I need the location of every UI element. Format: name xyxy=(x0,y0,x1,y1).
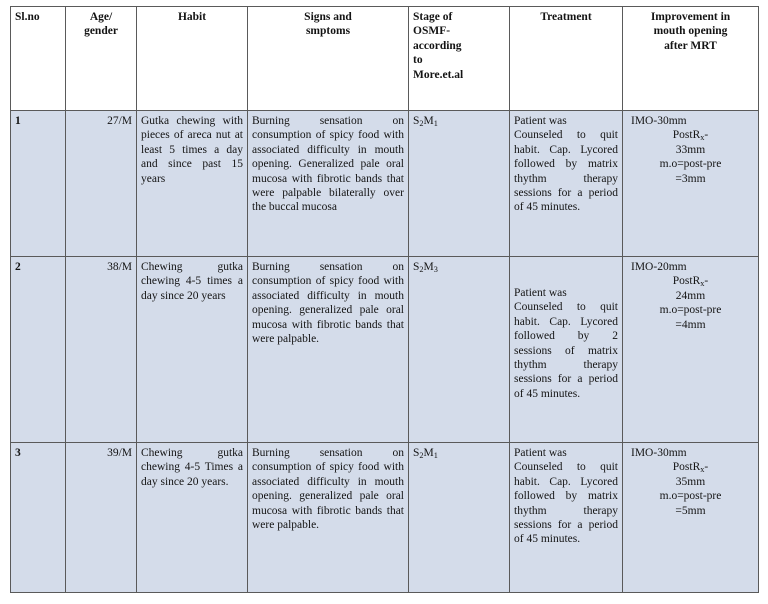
stage-s: S xyxy=(413,447,420,459)
column-header-slno-text: Sl.no xyxy=(15,11,40,23)
column-header-age-line2: gender xyxy=(84,25,118,38)
treatment-lead-text: Patient was xyxy=(514,447,567,459)
cell-signs-text: Burning sensation on consumption of spicy food with associated difficulty in mouth opening. generalized pale oral mucosa with fibrotic bands that were palpable. xyxy=(252,447,404,531)
cell-habit-text: Gutka chewing with pieces of areca nut at least 5 times a day and since past 15 years xyxy=(141,115,243,185)
stage-m: M xyxy=(423,447,434,459)
cell-age-gender: 39/M xyxy=(66,443,137,593)
patient-case-table xyxy=(10,6,759,593)
cell-age-gender: 27/M xyxy=(66,111,137,257)
treatment-lead-text: Patient was xyxy=(514,287,567,299)
treatment-body-text: Counseled to quit habit. Cap. Lycored followed by 2 sessions of matrix thythm therapy sessions for a period of 45 minutes. xyxy=(514,301,618,400)
improvement-postrx xyxy=(673,275,708,287)
stage-code xyxy=(413,115,438,127)
column-header-habit-text: Habit xyxy=(177,11,207,23)
improvement-diff: =5mm xyxy=(675,504,706,517)
column-header-stage-line1: Stage of xyxy=(413,11,453,23)
postrx-label: PostR xyxy=(672,129,701,142)
column-header-stage-line4: to xyxy=(413,54,423,67)
treatment-body-text: Counseled to quit habit. Cap. Lycored followed by matrix thythm therapy sessions for a period of 45 minutes. xyxy=(514,129,618,214)
cell-treatment xyxy=(510,257,623,443)
stage-code xyxy=(413,261,438,273)
cell-treatment xyxy=(510,111,623,257)
column-header-improvement-line1: Improvement in xyxy=(650,11,731,23)
postrx-sub: x xyxy=(700,133,705,143)
stage-m-sub: 1 xyxy=(433,450,438,460)
stage-m-sub: 3 xyxy=(433,264,438,274)
column-header-stage-osmf xyxy=(409,7,510,111)
treatment-lead-text: Patient was xyxy=(514,115,567,127)
cell-slno: 1 xyxy=(11,111,66,257)
column-header-signs-line1: Signs and xyxy=(304,11,352,23)
improvement-imo: IMO-30mm xyxy=(631,447,687,459)
column-header-slno xyxy=(11,7,66,111)
improvement-post-value: 24mm xyxy=(675,289,706,302)
cell-signs-text: Burning sensation on consumption of spicy food with associated difficulty in mouth opening. Generalized pale oral mucosa with fibrotic bands that were palpable bilaterally over the buccal mucosa xyxy=(252,115,404,214)
cell-improvement xyxy=(623,443,759,593)
cell-signs-symptoms xyxy=(248,257,409,443)
column-header-age-line1: Age/ xyxy=(89,11,113,23)
postrx-label: PostR xyxy=(672,275,701,288)
column-header-stage-line5: More.et.al xyxy=(413,68,464,81)
improvement-diff: =3mm xyxy=(675,172,706,185)
improvement-mo-line: m.o=post-pre xyxy=(659,490,722,503)
improvement-mo-line: m.o=post-pre xyxy=(659,158,722,171)
cell-habit xyxy=(137,257,248,443)
stage-code xyxy=(413,447,438,459)
postrx-dash: - xyxy=(704,275,709,288)
cell-signs-symptoms xyxy=(248,111,409,257)
improvement-postrx xyxy=(673,129,708,141)
cell-habit-text: Chewing gutka chewing 4-5 Times a day since 20 years. xyxy=(141,447,243,488)
table-row xyxy=(11,257,759,443)
improvement-diff: =4mm xyxy=(675,318,706,331)
postrx-dash: - xyxy=(704,129,709,142)
cell-improvement xyxy=(623,257,759,443)
column-header-stage-line2: OSMF- xyxy=(413,25,451,38)
stage-s-sub: 2 xyxy=(419,118,424,128)
improvement-mo-line: m.o=post-pre xyxy=(659,304,722,317)
table-header-row xyxy=(11,7,759,111)
improvement-postrx xyxy=(673,461,708,473)
cell-slno: 2 xyxy=(11,257,66,443)
column-header-improvement-line2: mouth opening xyxy=(653,25,728,38)
cell-signs-text: Burning sensation on consumption of spicy food with associated difficulty in mouth opening. generalized pale oral mucosa with fibrotic bands that were palpable. xyxy=(252,261,404,345)
postrx-dash: - xyxy=(704,461,709,474)
stage-s-sub: 2 xyxy=(419,264,424,274)
cell-habit xyxy=(137,443,248,593)
stage-s: S xyxy=(413,115,420,127)
improvement-imo: IMO-30mm xyxy=(631,115,687,127)
column-header-stage-line3: according xyxy=(413,39,462,52)
cell-age-gender: 38/M xyxy=(66,257,137,443)
stage-m: M xyxy=(423,261,434,273)
improvement-post-value: 33mm xyxy=(675,143,706,156)
treatment-body-text: Counseled to quit habit. Cap. Lycored followed by matrix thythm therapy sessions for a period of 45 minutes. xyxy=(514,461,618,546)
cell-treatment xyxy=(510,443,623,593)
postrx-sub: x xyxy=(700,279,705,289)
stage-m: M xyxy=(423,115,434,127)
postrx-label: PostR xyxy=(672,461,701,474)
column-header-signs-line2: smptoms xyxy=(305,25,351,38)
table-header xyxy=(11,7,759,111)
column-header-age-gender xyxy=(66,7,137,111)
table-row xyxy=(11,443,759,593)
cell-slno: 3 xyxy=(11,443,66,593)
column-header-treatment-text: Treatment xyxy=(540,11,592,23)
cell-stage xyxy=(409,257,510,443)
column-header-improvement xyxy=(623,7,759,111)
improvement-post-value: 35mm xyxy=(675,475,706,488)
cell-stage xyxy=(409,111,510,257)
postrx-sub: x xyxy=(700,465,705,475)
stage-m-sub: 1 xyxy=(433,118,438,128)
improvement-imo: IMO-20mm xyxy=(631,261,687,273)
cell-habit-text: Chewing gutka chewing 4-5 times a day since 20 years xyxy=(141,261,243,302)
cell-stage xyxy=(409,443,510,593)
column-header-signs-symptoms xyxy=(248,7,409,111)
table-row xyxy=(11,111,759,257)
stage-s-sub: 2 xyxy=(419,450,424,460)
cell-signs-symptoms xyxy=(248,443,409,593)
stage-s: S xyxy=(413,261,420,273)
column-header-habit xyxy=(137,7,248,111)
table-body xyxy=(11,111,759,593)
cell-habit xyxy=(137,111,248,257)
column-header-treatment xyxy=(510,7,623,111)
cell-improvement xyxy=(623,111,759,257)
column-header-improvement-line3: after MRT xyxy=(664,39,717,52)
